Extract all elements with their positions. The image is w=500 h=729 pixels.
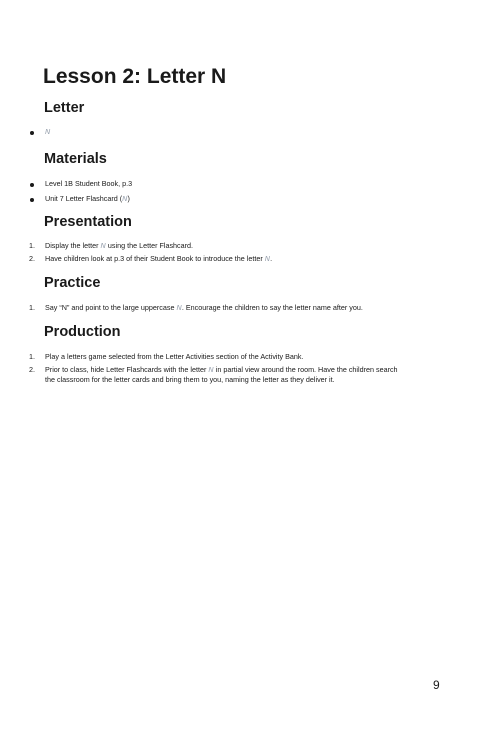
list-number: 2. bbox=[29, 254, 35, 263]
production-item-2-continued: the classroom for the letter cards and bring them to you, naming the letter as they deliver it. bbox=[45, 375, 335, 384]
section-heading-practice: Practice bbox=[44, 275, 101, 291]
letter-glyph: N bbox=[176, 303, 182, 312]
list-number: 1. bbox=[29, 241, 35, 250]
list-number: 1. bbox=[29, 352, 35, 361]
materials-item-1: Level 1B Student Book, p.3 bbox=[45, 179, 133, 188]
list-number: 1. bbox=[29, 303, 35, 312]
letter-glyph: N bbox=[100, 241, 106, 250]
section-heading-presentation: Presentation bbox=[44, 214, 132, 230]
bullet-icon bbox=[30, 183, 34, 187]
letter-glyph: N bbox=[122, 194, 128, 203]
section-heading-materials: Materials bbox=[44, 151, 107, 167]
list-number: 2. bbox=[29, 365, 35, 374]
production-item-2: Prior to class, hide Letter Flashcards with the letter N in partial view around the room. Have the children search bbox=[45, 365, 398, 374]
bullet-icon bbox=[30, 131, 34, 135]
letter-item bbox=[45, 127, 50, 137]
letter-glyph: N bbox=[264, 254, 271, 263]
practice-item-1: Say “N” and point to the large uppercase N. Encourage the children to say the letter name after you. bbox=[45, 303, 363, 312]
letter-glyph: N bbox=[45, 127, 51, 136]
section-heading-letter: Letter bbox=[44, 100, 85, 116]
materials-item-2: Unit 7 Letter Flashcard (N) bbox=[45, 194, 130, 203]
presentation-item-2: Have children look at p.3 of their Student Book to introduce the letter N. bbox=[45, 254, 273, 263]
section-heading-production: Production bbox=[44, 324, 121, 340]
page-number: 9 bbox=[433, 678, 440, 692]
presentation-item-1: Display the letter N using the Letter Flashcard. bbox=[45, 241, 194, 250]
production-item-1: Play a letters game selected from the Letter Activities section of the Activity Bank. bbox=[45, 352, 304, 361]
lesson-title: Lesson 2: Letter N bbox=[43, 65, 227, 88]
bullet-icon bbox=[30, 198, 34, 202]
letter-glyph: N bbox=[208, 365, 214, 374]
